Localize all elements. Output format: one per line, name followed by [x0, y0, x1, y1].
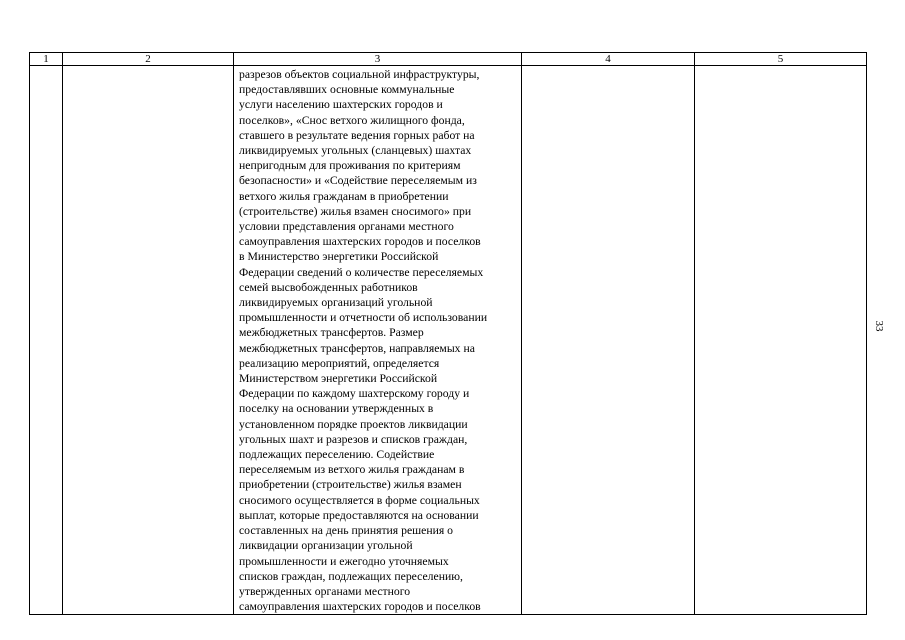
text-line: условии представления органами местного: [239, 220, 454, 234]
text-line: выплат, которые предоставляются на основании: [239, 508, 479, 522]
column-header-5: 5: [695, 53, 867, 66]
cell-col4: [522, 66, 695, 615]
text-line: установленном порядке проектов ликвидации: [239, 417, 468, 431]
text-line: Федерации сведений о количестве переселяемых: [239, 265, 484, 279]
text-line: в Министерство энергетики Российской: [239, 250, 439, 264]
cell-col3: [234, 66, 522, 615]
column-header-4: 4: [522, 53, 695, 66]
text-line: межбюджетных трансфертов. Размер: [239, 326, 424, 340]
text-line: утвержденных органами местного: [239, 584, 411, 598]
text-line: составленных на день принятия решения о: [239, 524, 453, 538]
text-line: межбюджетных трансфертов, направляемых на: [239, 341, 475, 355]
text-line: сносимого осуществляется в форме социальных: [239, 493, 480, 507]
table-row: [30, 66, 867, 615]
column-header-3: 3: [234, 53, 522, 66]
text-line: безопасности» и «Содействие переселяемым из: [239, 174, 477, 188]
text-line: списков граждан, подлежащих переселению,: [239, 569, 463, 583]
column-header-2: 2: [63, 53, 234, 66]
text-line: ставшего в результате ведения горных работ на: [239, 128, 475, 142]
text-line: ветхого жилья гражданам в приобретении: [239, 189, 449, 203]
text-line: промышленности и ежегодно уточняемых: [239, 554, 449, 568]
text-line: Федерации по каждому шахтерскому городу и: [239, 387, 470, 401]
cell-col3-text: [234, 66, 521, 614]
cell-col5: [695, 66, 867, 615]
text-line: реализацию мероприятий, определяется: [239, 356, 440, 370]
text-line: ликвидации организации угольной: [239, 539, 413, 553]
text-line: самоуправления шахтерских городов и поселков: [239, 600, 481, 614]
text-line: промышленности и отчетности об использовании: [239, 311, 488, 325]
text-line: разрезов объектов социальной инфраструктуры,: [239, 68, 480, 81]
text-line: ликвидируемых организаций угольной: [239, 296, 433, 310]
text-line: ликвидируемых угольных (сланцевых) шахтах: [239, 144, 472, 158]
text-line: услуги населению шахтерских городов и: [239, 98, 443, 112]
document-table: [29, 52, 867, 615]
text-line: Министерством энергетики Российской: [239, 372, 438, 386]
text-line: поселку на основании утвержденных в: [239, 402, 434, 416]
text-line: непригодным для проживания по критериям: [239, 159, 461, 173]
text-line: (строительстве) жилья взамен сносимого» при: [239, 204, 472, 218]
text-line: поселков», «Снос ветхого жилищного фонда,: [239, 113, 465, 127]
table-header-row: [30, 53, 867, 66]
text-line: угольных шахт и разрезов и списков граждан,: [239, 432, 468, 446]
text-line: подлежащих переселению. Содействие: [239, 448, 435, 462]
text-line: самоуправления шахтерских городов и поселков: [239, 235, 481, 249]
text-line: переселяемым из ветхого жилья гражданам в: [239, 463, 465, 477]
text-line: приобретении (строительстве) жилья взамен: [239, 478, 462, 492]
cell-col1: [30, 66, 63, 615]
column-header-1: 1: [30, 53, 63, 66]
page-number: 33: [873, 320, 885, 332]
cell-col2: [63, 66, 234, 615]
text-line: семей высвобожденных работников: [239, 280, 418, 294]
text-line: предоставлявших основные коммунальные: [239, 83, 455, 97]
